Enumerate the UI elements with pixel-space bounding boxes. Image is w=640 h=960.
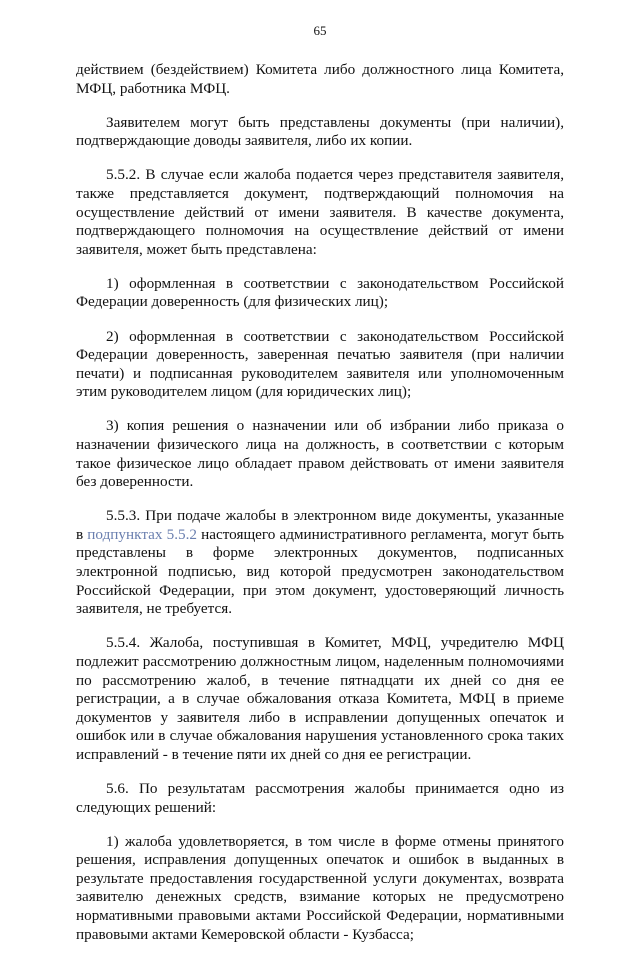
paragraph-5-5-3-before: 5.5.3. При подаче жалобы в электронном виде документы, указанные в (76, 507, 564, 543)
subclause-5-5-2-link[interactable]: подпунктах 5.5.2 (87, 525, 197, 543)
list-item-3-appointment-decision-copy: 3) копия решения о назначении или об избрании либо приказа о назначении физического лица на должность, в соответствии с которым такое физическое лицо обладает правом действовать от имени заявителя без доверенности. (76, 417, 564, 491)
document-body (76, 61, 564, 960)
list-item-2-power-of-attorney-legal-entities: 2) оформленная в соответствии с законодательством Российской Федерации доверенность, заверенная печатью заявителя (при наличии печати) и подписанная руководителем заявителя или уполномоченным этим руководителем лицом (для юридических лиц); (76, 327, 564, 401)
decision-item-1-complaint-satisfied: 1) жалоба удовлетворяется, в том числе в форме отмены принятого решения, исправления допущенных опечаток и ошибок в выданных в результате предоставления государственной услуги документах, возврата заявителю денежных средств, взимание которых не предусмотрено нормативными правовыми актами Российской Федерации, нормативными правовыми актами Кемеровской области - Кузбасса; (76, 832, 564, 943)
paragraph-5-5-2: 5.5.2. В случае если жалоба подается через представителя заявителя, также представляется документ, подтверждающий полномочия на осуществление действий от имени заявителя. В качестве документа, подтверждающего полномочия на осуществление действий от имени заявителя, может быть представлена: (76, 166, 564, 258)
paragraph-5-5-4: 5.5.4. Жалоба, поступившая в Комитет, МФЦ, учредителю МФЦ подлежит рассмотрению должностным лицом, наделенным полномочиями по рассмотрению жалоб, в течение пятнадцати их дней со дня ее регистрации, а в случае обжалования отказа Комитета, МФЦ в приеме документов у заявителя либо в исправлении допущенных опечаток и ошибок или в случае обжалования нарушения установленного срока таких исправлений - в течение пяти их дней со дня ее регистрации. (76, 634, 564, 763)
paragraph-5-6: 5.6. По результатам рассмотрения жалобы принимается одно из следующих решений: (76, 780, 564, 816)
page-number: 65 (313, 23, 327, 38)
paragraph-5-5-3 (76, 507, 564, 619)
list-item-1-power-of-attorney-individuals: 1) оформленная в соответствии с законодательством Российской Федерации доверенность (для физических лиц); (76, 274, 564, 311)
paragraph-5-5-3-after: настоящего административного регламента, могут быть представлены в форме электронных документов, подписанных электронной подписью, вид которой предусмотрен законодательством Российской Федерации, при этом документ, удостоверяющий личность заявителя, не требуется. (76, 525, 564, 618)
paragraph-continuation: действием (бездействием) Комитета либо должностного лица Комитета, МФЦ, работника МФЦ. (76, 61, 564, 97)
paragraph-supporting-documents: Заявителем могут быть представлены документы (при наличии), подтверждающие доводы заявителя, либо их копии. (76, 113, 564, 150)
